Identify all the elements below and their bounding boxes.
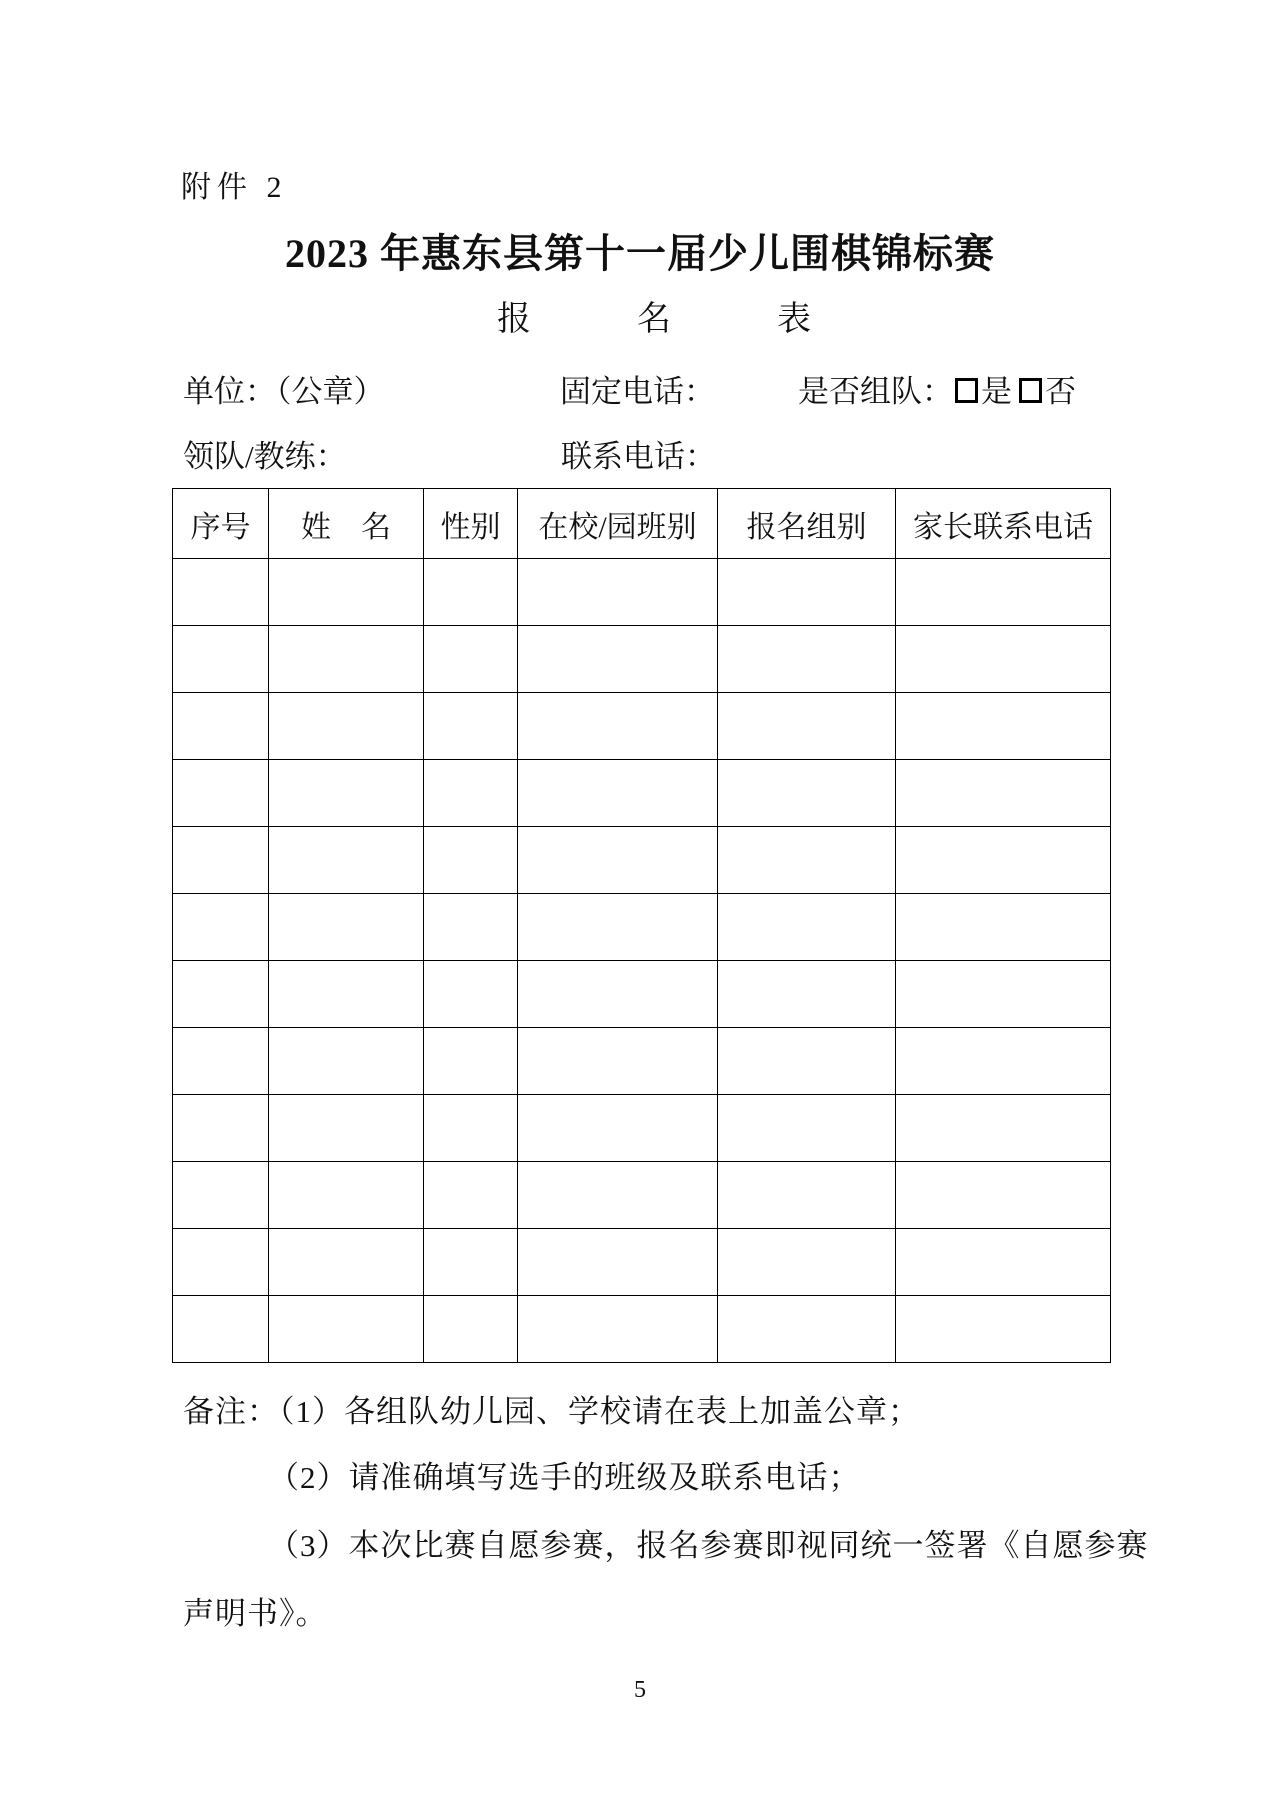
table-empty-cell[interactable] [718,559,896,626]
table-empty-cell[interactable] [269,626,424,693]
header-seq: 序号 [173,489,269,559]
team-yes-checkbox[interactable] [955,378,978,403]
table-empty-row [173,961,1111,1028]
table-empty-row [173,894,1111,961]
table-empty-cell[interactable] [718,1162,896,1229]
note-line-2: （2）请准确填写选手的班级及联系电话； [268,1460,861,1495]
header-gender: 性别 [424,489,518,559]
table-empty-row [173,1028,1111,1095]
table-empty-cell[interactable] [269,1028,424,1095]
table-empty-cell[interactable] [896,1162,1111,1229]
table-header-row [173,489,1111,559]
table-empty-row [173,559,1111,626]
note-line-1: 备注：（1）各组队幼儿园、学校请在表上加盖公章； [183,1394,920,1429]
table-empty-cell[interactable] [424,1162,518,1229]
attachment-label: 附件 2 [181,171,288,204]
table-empty-cell[interactable] [424,961,518,1028]
table-empty-cell[interactable] [173,626,269,693]
team-no-label: 否 [1045,374,1076,409]
fixed-phone-label: 固定电话： [560,374,715,409]
document-subtitle [14,303,1280,337]
table-empty-cell[interactable] [718,894,896,961]
table-empty-cell[interactable] [518,1229,718,1296]
table-empty-cell[interactable] [269,894,424,961]
table-empty-cell[interactable] [269,1095,424,1162]
table-empty-cell[interactable] [518,559,718,626]
unit-label: 单位：（公章） [183,374,385,409]
subtitle-char: 报 [497,301,531,338]
contact-phone-label: 联系电话： [561,439,716,474]
table-empty-cell[interactable] [896,1296,1111,1363]
note-line-4: 声明书》。 [183,1596,328,1631]
table-empty-cell[interactable] [269,1229,424,1296]
table-empty-cell[interactable] [896,894,1111,961]
team-no-checkbox[interactable] [1019,378,1042,403]
table-empty-cell[interactable] [896,827,1111,894]
subtitle-char: 名 [637,301,671,338]
table-empty-cell[interactable] [173,827,269,894]
table-empty-cell[interactable] [518,894,718,961]
table-empty-row [173,1229,1111,1296]
table-empty-cell[interactable] [424,1028,518,1095]
table-empty-cell[interactable] [718,626,896,693]
table-empty-cell[interactable] [173,1162,269,1229]
table-empty-cell[interactable] [269,559,424,626]
table-empty-cell[interactable] [424,894,518,961]
table-empty-cell[interactable] [518,1296,718,1363]
table-empty-cell[interactable] [173,1028,269,1095]
table-empty-cell[interactable] [518,1162,718,1229]
table-empty-cell[interactable] [173,1296,269,1363]
table-empty-row [173,1095,1111,1162]
table-empty-cell[interactable] [424,626,518,693]
table-empty-cell[interactable] [518,693,718,760]
table-empty-row [173,693,1111,760]
table-empty-cell[interactable] [718,1296,896,1363]
table-empty-cell[interactable] [269,827,424,894]
leader-coach-label: 领队/教练： [183,439,347,474]
header-name: 姓 名 [269,489,424,559]
table-empty-cell[interactable] [424,827,518,894]
table-empty-cell[interactable] [896,1028,1111,1095]
table-empty-cell[interactable] [518,1028,718,1095]
header-class: 在校/园班别 [518,489,718,559]
table-empty-cell[interactable] [424,1296,518,1363]
table-empty-row [173,827,1111,894]
team-yes-label: 是 [981,374,1012,409]
table-empty-cell[interactable] [518,961,718,1028]
table-empty-cell[interactable] [173,894,269,961]
table-empty-cell[interactable] [718,827,896,894]
team-question-label: 是否组队： [798,374,953,409]
registration-table [172,488,1111,1363]
table-empty-cell[interactable] [424,760,518,827]
page-number: 5 [634,1677,646,1703]
document-title: 2023 年惠东县第十一届少儿围棋锦标赛 [285,231,995,276]
table-empty-cell[interactable] [173,559,269,626]
table-empty-cell[interactable] [896,559,1111,626]
table-empty-cell[interactable] [896,1229,1111,1296]
table-empty-cell[interactable] [424,559,518,626]
table-empty-cell[interactable] [896,961,1111,1028]
table-empty-cell[interactable] [173,693,269,760]
table-empty-cell[interactable] [173,1229,269,1296]
table-empty-cell[interactable] [718,1095,896,1162]
table-empty-cell[interactable] [896,1095,1111,1162]
table-empty-cell[interactable] [424,1229,518,1296]
table-empty-cell[interactable] [718,1028,896,1095]
table-empty-cell[interactable] [896,693,1111,760]
table-empty-cell[interactable] [718,961,896,1028]
subtitle-char: 表 [777,301,811,338]
table-empty-cell[interactable] [269,961,424,1028]
table-empty-cell[interactable] [718,760,896,827]
table-empty-cell[interactable] [518,626,718,693]
table-empty-cell[interactable] [718,1229,896,1296]
table-empty-cell[interactable] [424,693,518,760]
table-empty-row [173,760,1111,827]
table-empty-cell[interactable] [173,760,269,827]
table-empty-cell[interactable] [269,1296,424,1363]
table-empty-cell[interactable] [269,693,424,760]
table-empty-cell[interactable] [173,1095,269,1162]
table-empty-cell[interactable] [518,827,718,894]
table-empty-cell[interactable] [896,760,1111,827]
note-line-3: （3）本次比赛自愿参赛，报名参赛即视同统一签署《自愿参赛 [268,1528,1149,1563]
table-empty-cell[interactable] [518,760,718,827]
table-empty-row [173,626,1111,693]
table-empty-cell[interactable] [269,760,424,827]
table-empty-cell[interactable] [896,626,1111,693]
table-empty-row [173,1296,1111,1363]
table-empty-cell[interactable] [269,1162,424,1229]
table-empty-cell[interactable] [424,1095,518,1162]
team-question [798,376,1076,407]
header-group: 报名组别 [718,489,896,559]
table-empty-row [173,1162,1111,1229]
header-parent-phone: 家长联系电话 [896,489,1111,559]
table-empty-cell[interactable] [718,693,896,760]
table-empty-cell[interactable] [173,961,269,1028]
table-empty-cell[interactable] [518,1095,718,1162]
